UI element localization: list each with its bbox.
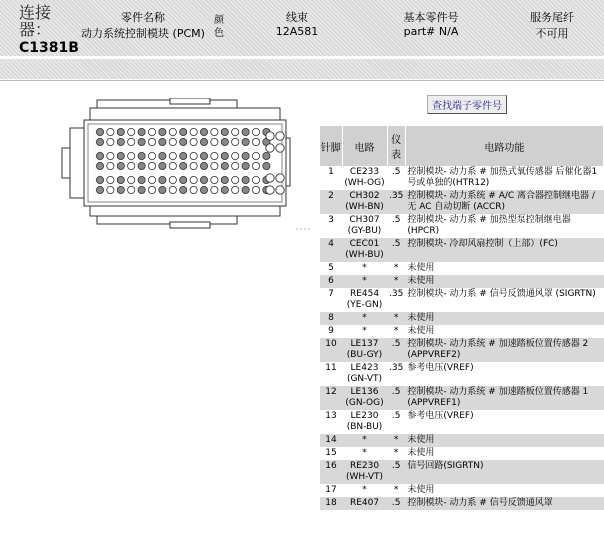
table-row xyxy=(320,484,604,497)
pin-cavity xyxy=(200,152,207,159)
pin-cavity xyxy=(211,152,218,159)
pin-cavity xyxy=(211,186,218,193)
circuit-cell: * xyxy=(342,434,387,447)
harness-label: 线束 xyxy=(286,11,308,24)
pin-cavity xyxy=(190,176,197,183)
pin-cavity xyxy=(180,138,187,145)
pin-cavity xyxy=(169,138,176,145)
pin-cavity xyxy=(252,138,259,145)
circuit-cell: CH307 (GY-BU) xyxy=(347,215,382,236)
pin-cavity xyxy=(252,152,259,159)
circuit-cell: * xyxy=(362,448,367,458)
pin-cavity xyxy=(221,186,228,193)
pin-cavity xyxy=(96,128,103,135)
function-cell: 控制模块- 动力系 # 加热型泵控制继电器 (HPCR) xyxy=(407,215,571,236)
pin-cavity xyxy=(252,162,259,169)
pin-cavity xyxy=(180,152,187,159)
pin-cavity xyxy=(169,152,176,159)
pin-cavity xyxy=(117,186,124,193)
header-function: 电路功能 xyxy=(405,126,603,166)
circuit-cell: CEC01 (WH-BU) xyxy=(342,238,387,262)
pin-cavity xyxy=(200,138,207,145)
pin-cavity xyxy=(180,186,187,193)
table-row xyxy=(320,288,604,312)
pin-cavity xyxy=(96,176,103,183)
pin-cavity xyxy=(148,162,155,169)
table-row xyxy=(320,497,604,510)
pin-cavity xyxy=(190,138,197,145)
large-pin-cavity xyxy=(276,132,284,140)
function-cell: 信号回路(SIGRTN) xyxy=(405,460,603,484)
pin-cavity xyxy=(128,138,135,145)
circuit-cell: * xyxy=(342,312,387,325)
function-cell: 未使用 xyxy=(407,485,435,495)
gauge-cell: * xyxy=(393,448,399,458)
function-cell: 未使用 xyxy=(407,448,435,458)
pin-cavity xyxy=(242,186,249,193)
function-cell: 未使用 xyxy=(407,326,435,336)
pin-cavity xyxy=(211,128,218,135)
large-pin-cavity xyxy=(266,174,274,182)
pin-cavity xyxy=(96,152,103,159)
pin-cavity xyxy=(232,128,239,135)
function-cell: 控制模块- 动力系 # 信号反馈通风罩 xyxy=(405,497,603,510)
pin-cavity xyxy=(211,176,218,183)
divider-line xyxy=(0,80,604,87)
table-row xyxy=(320,262,604,275)
pin-cavity xyxy=(159,138,166,145)
circuit-cell: RE230 (WH-VT) xyxy=(342,460,387,484)
function-cell: 控制模块- 冷却风扇控制（上部）(FC) xyxy=(405,238,603,262)
pin-cavity xyxy=(96,162,103,169)
pin-cavity xyxy=(128,176,135,183)
pinout-rows xyxy=(320,166,604,510)
pin-cavity xyxy=(221,128,228,135)
large-pin-cavity xyxy=(266,144,274,152)
pin-cavity xyxy=(221,176,228,183)
pin-cavity xyxy=(96,186,103,193)
pin-cavity xyxy=(169,128,176,135)
find-terminal-part-button[interactable]: 查找端子零件号 xyxy=(427,95,507,114)
pin-cavity xyxy=(169,162,176,169)
pin-cavity xyxy=(211,138,218,145)
pin-cavity xyxy=(190,128,197,135)
gauge-cell: .5 xyxy=(387,238,405,262)
table-row xyxy=(320,460,604,484)
function-cell: 参考电压(VREF) xyxy=(407,411,474,421)
pin-cavity xyxy=(232,176,239,183)
pin-cavity xyxy=(117,176,124,183)
large-pin-cavity xyxy=(276,144,284,152)
pin-cavity xyxy=(180,128,187,135)
pin-cavity xyxy=(128,186,135,193)
pin-cell: 2 xyxy=(320,190,342,214)
circuit-cell: * xyxy=(362,485,367,495)
pin-cell: 3 xyxy=(328,215,334,225)
pin-cavity xyxy=(190,162,197,169)
table-row xyxy=(320,338,604,362)
pin-cell: 11 xyxy=(325,363,337,373)
harness-cell xyxy=(232,0,362,56)
pin-cell: 4 xyxy=(320,238,342,262)
function-cell: 控制模块- 动力系统 # A/C 离合器控制继电器 / 无 AC 自动切断 (ACCR) xyxy=(405,190,603,214)
function-cell: 未使用 xyxy=(405,434,603,447)
pin-cavity xyxy=(128,128,135,135)
base-part-cell xyxy=(366,0,496,56)
pin-cavity xyxy=(252,186,259,193)
function-cell: 未使用 xyxy=(405,275,603,288)
gauge-cell: * xyxy=(387,275,405,288)
pin-cavity xyxy=(107,162,114,169)
pin-cavity xyxy=(117,152,124,159)
pin-cavity xyxy=(252,176,259,183)
pin-cavity xyxy=(180,176,187,183)
function-cell: 未使用 xyxy=(407,263,435,273)
table-row xyxy=(320,362,604,386)
pin-cavity xyxy=(148,152,155,159)
pin-cavity xyxy=(138,176,145,183)
pin-cavity xyxy=(138,152,145,159)
gauge-cell: .35 xyxy=(387,190,405,214)
pin-cell: 1 xyxy=(328,167,334,177)
connector-label: 连接器： xyxy=(19,3,52,39)
table-row xyxy=(320,238,604,262)
pin-cavity xyxy=(242,152,249,159)
pin-cavity xyxy=(148,186,155,193)
pin-cell: 9 xyxy=(328,326,334,336)
part-name-label: 零件名称 xyxy=(121,11,165,24)
pin-cavity xyxy=(169,186,176,193)
pin-cavity xyxy=(159,128,166,135)
pin-cavity xyxy=(159,152,166,159)
color-cell xyxy=(210,0,228,56)
pin-cavity xyxy=(96,138,103,145)
pin-cavity xyxy=(242,138,249,145)
pin-cavity xyxy=(107,128,114,135)
pin-cell: 15 xyxy=(325,448,337,458)
circuit-cell: RE407 xyxy=(342,497,387,510)
circuit-cell: CE233 (WH-OG) xyxy=(344,167,385,188)
pin-cavity xyxy=(107,186,114,193)
pin-cavity xyxy=(180,162,187,169)
service-cell xyxy=(500,0,604,56)
pin-cavity xyxy=(138,162,145,169)
pin-cavity xyxy=(107,138,114,145)
pin-cavity xyxy=(242,176,249,183)
circuit-cell: LE137 (BU-GY) xyxy=(342,338,387,362)
gauge-cell: * xyxy=(393,263,399,273)
gauge-cell: * xyxy=(393,485,399,495)
table-row xyxy=(320,434,604,447)
circuit-cell: LE230 (BN-BU) xyxy=(346,411,383,432)
pin-cell: 10 xyxy=(320,338,342,362)
gauge-cell: .5 xyxy=(391,215,401,225)
pin-cell: 6 xyxy=(320,275,342,288)
pin-cavity xyxy=(232,138,239,145)
pin-cell: 12 xyxy=(320,386,342,410)
function-cell: 控制模块- 动力系 # 信号反馈通风罩 (SIGRTN) xyxy=(407,289,596,299)
pin-cavity xyxy=(263,162,270,169)
service-value: 不可用 xyxy=(535,27,569,40)
large-pin-cavity xyxy=(266,132,274,140)
harness-value: 12A581 xyxy=(275,25,319,38)
table-row xyxy=(320,214,604,238)
base-part-value: part# N/A xyxy=(403,25,459,38)
function-cell: 参考电压(VREF) xyxy=(407,363,474,373)
service-label: 服务尾纤 xyxy=(530,11,574,24)
pin-cavity xyxy=(148,128,155,135)
gauge-cell: .35 xyxy=(389,363,404,373)
header-circuit: 电路 xyxy=(342,126,387,166)
pin-cavity xyxy=(200,128,207,135)
pin-cavity xyxy=(221,162,228,169)
pin-cavity xyxy=(200,162,207,169)
gauge-cell: .35 xyxy=(389,289,404,299)
gauge-cell: .5 xyxy=(387,497,405,510)
pin-cavity xyxy=(128,152,135,159)
pin-cavity xyxy=(107,152,114,159)
pin-cavity xyxy=(190,186,197,193)
pin-cavity xyxy=(117,128,124,135)
pin-cavity xyxy=(138,186,145,193)
pin-cavity xyxy=(169,176,176,183)
circuit-cell: * xyxy=(342,275,387,288)
function-cell: 控制模块- 动力系统 # 加速踏板位置传感器 2 (APPVREF2) xyxy=(405,338,603,362)
connector-diagram xyxy=(60,98,310,243)
gauge-cell: .5 xyxy=(387,460,405,484)
large-pin-cavity xyxy=(276,186,284,194)
pin-cell: 14 xyxy=(320,434,342,447)
header-gauge: 仪表 xyxy=(387,126,405,166)
gauge-cell: .5 xyxy=(387,338,405,362)
pin-cell: 13 xyxy=(325,411,337,421)
connector-id: C1381B xyxy=(19,40,79,56)
gauge-cell: * xyxy=(393,326,399,336)
pin-cavity xyxy=(117,162,124,169)
gauge-cell: .5 xyxy=(387,386,405,410)
pin-cavity xyxy=(159,186,166,193)
pin-cavity xyxy=(242,128,249,135)
pin-cavity xyxy=(252,128,259,135)
pin-cell: 16 xyxy=(320,460,342,484)
pin-cavity xyxy=(159,176,166,183)
connector-face-drawing xyxy=(60,98,310,243)
pin-cavity xyxy=(200,176,207,183)
pin-cavity xyxy=(232,186,239,193)
pin-cavity xyxy=(200,186,207,193)
function-cell: 控制模块- 动力系 # 加热式氧传感器 后催化器1号或单独的(HTR12) xyxy=(407,167,598,188)
pin-cavity xyxy=(159,162,166,169)
circuit-cell: * xyxy=(362,326,367,336)
pin-cavity xyxy=(232,152,239,159)
table-row xyxy=(320,190,604,214)
pin-cavity xyxy=(211,162,218,169)
pin-cavity xyxy=(232,162,239,169)
pin-cavity xyxy=(190,152,197,159)
pin-cavity xyxy=(107,176,114,183)
part-name-value: 动力系统控制模块 (PCM) xyxy=(81,27,205,40)
pin-cell: 8 xyxy=(320,312,342,325)
pin-cavity xyxy=(221,152,228,159)
connector-header xyxy=(0,0,604,56)
gauge-cell: .5 xyxy=(391,167,401,177)
header-pin: 针脚 xyxy=(320,126,342,166)
pin-cavity xyxy=(138,128,145,135)
pin-cell: 17 xyxy=(325,485,337,495)
pin-cavity xyxy=(128,162,135,169)
function-cell: 控制模块- 动力系统 # 加速踏板位置传感器 1 (APPVREF1) xyxy=(405,386,603,410)
gauge-cell: * xyxy=(387,434,405,447)
gauge-cell: * xyxy=(387,312,405,325)
pin-cavity xyxy=(221,138,228,145)
table-row xyxy=(320,166,604,190)
part-name-cell xyxy=(78,0,208,56)
table-row xyxy=(320,275,604,288)
circuit-cell: * xyxy=(362,263,367,273)
divider-band xyxy=(0,59,604,79)
pin-cell: 18 xyxy=(320,497,342,510)
large-pin-cavity xyxy=(266,186,274,194)
gauge-cell: .5 xyxy=(391,411,401,421)
circuit-cell: LE136 (GN-OG) xyxy=(342,386,387,410)
pin-cavity xyxy=(148,176,155,183)
circuit-cell: CH302 (WH-BN) xyxy=(342,190,387,214)
table-row xyxy=(320,325,604,338)
table-row xyxy=(320,447,604,460)
circuit-cell: LE423 (GN-VT) xyxy=(346,363,383,384)
function-cell: 未使用 xyxy=(405,312,603,325)
pin-cell: 7 xyxy=(328,289,334,299)
pin-cavity xyxy=(263,152,270,159)
pin-cavity xyxy=(242,162,249,169)
circuit-cell: RE454 (YE-GN) xyxy=(346,289,383,310)
table-row xyxy=(320,386,604,410)
pin-cavity xyxy=(117,138,124,145)
pin-cavity xyxy=(138,138,145,145)
table-header-row xyxy=(320,126,604,166)
table-row xyxy=(320,312,604,325)
pin-cavity xyxy=(148,138,155,145)
color-label: 颜色 xyxy=(214,15,224,39)
pinout-table xyxy=(320,126,604,510)
pin-cell: 5 xyxy=(328,263,334,273)
table-row xyxy=(320,410,604,434)
base-part-label: 基本零件号 xyxy=(403,11,459,24)
large-pin-cavity xyxy=(276,174,284,182)
